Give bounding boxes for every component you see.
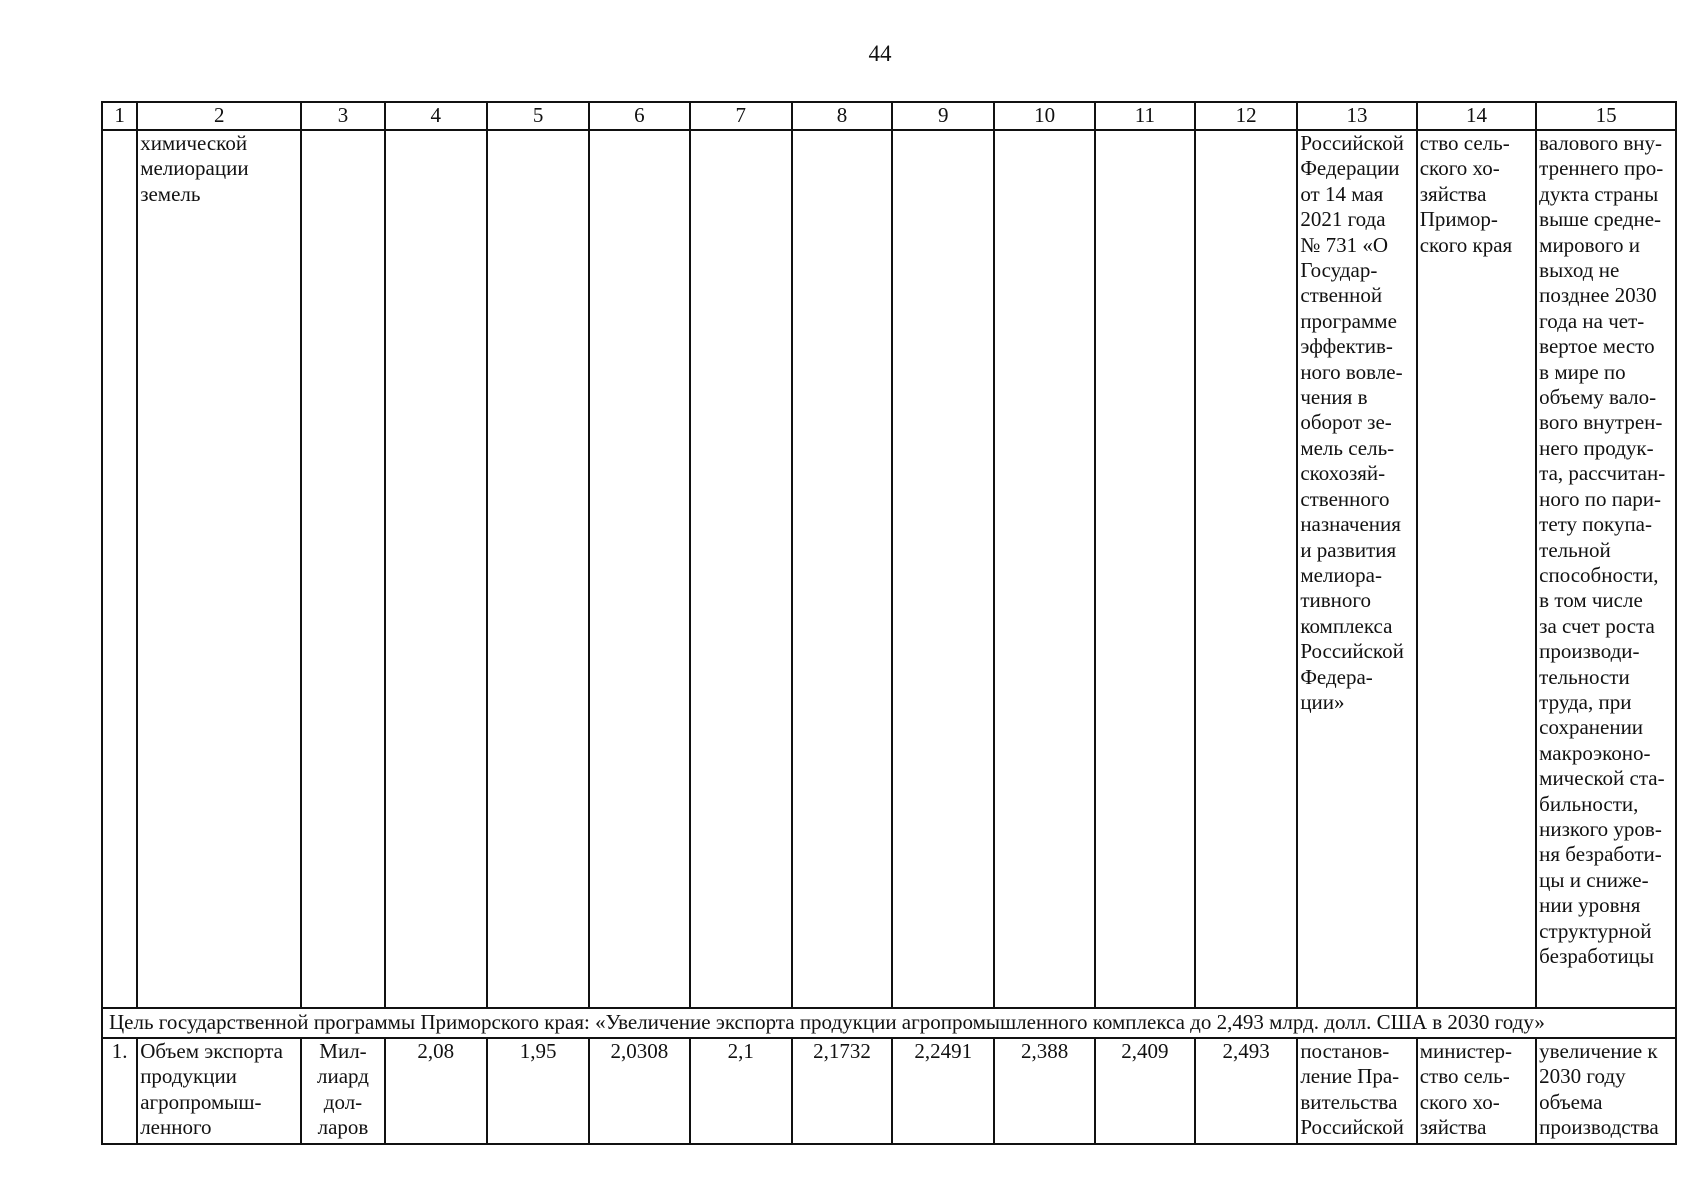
column-header-6: 6 — [589, 102, 689, 130]
cell-value-col9: 2,2491 — [892, 1038, 994, 1144]
cell-unit: Мил- лиард дол- ларов — [301, 1038, 384, 1144]
column-header-15: 15 — [1536, 102, 1676, 130]
cell-item-number: 1. — [102, 1038, 137, 1144]
cell-value-col12: 2,493 — [1195, 1038, 1297, 1144]
column-header-9: 9 — [892, 102, 994, 130]
cell-value-col6: 2,0308 — [589, 1038, 689, 1144]
cell-indicator-name: химической мелиорации земель — [137, 130, 301, 1008]
cell-document-basis: постанов- ление Пра- вительства Российской — [1297, 1038, 1416, 1144]
cell-col1 — [102, 130, 137, 1008]
column-header-2: 2 — [137, 102, 301, 130]
column-header-4: 4 — [385, 102, 487, 130]
column-header-10: 10 — [994, 102, 1094, 130]
cell-col5 — [487, 130, 589, 1008]
cell-indicator-name: Объем экспорта продукции агропромыш- ленного — [137, 1038, 301, 1144]
column-header-14: 14 — [1417, 102, 1536, 130]
goal-row — [102, 1008, 1676, 1038]
cell-value-col8: 2,1732 — [792, 1038, 892, 1144]
cell-col7 — [690, 130, 792, 1008]
cell-value-col5: 1,95 — [487, 1038, 589, 1144]
cell-value-col7: 2,1 — [690, 1038, 792, 1144]
cell-goal-link: увеличение к 2030 году объема производства — [1536, 1038, 1676, 1144]
table-row-continuation — [102, 130, 1676, 1008]
cell-col9 — [892, 130, 994, 1008]
column-header-13: 13 — [1297, 102, 1416, 130]
cell-value-col10: 2,388 — [994, 1038, 1094, 1144]
column-header-11: 11 — [1095, 102, 1195, 130]
cell-col11 — [1095, 130, 1195, 1008]
column-header-1: 1 — [102, 102, 137, 130]
cell-goal-link: валового вну- треннего про- дукта страны выше средне- мирового и выход не позднее 2030 года на чет- вертое место в мире по объему вало- вого внутрен- него продук- та, рассчитан- ного по пари- тету покупа- тельной способности, в том числе за счет роста производи- тельности труда, при сохранении макроэконо- мической ста- бильности, низкого уров- ня безработи- цы и сниже- нии уровня структурной безработицы — [1536, 130, 1676, 1008]
cell-document-basis: Российской Федерации от 14 мая 2021 года № 731 «О Государ- ственной программе эффектив- ного вовле- чения в оборот зе- мель сель- скохозяй- ственного назначения и развития мелиора- тивного комплекса Российской Федера- ции» — [1297, 130, 1416, 1008]
goal-text: Цель государственной программы Приморского края: «Увеличение экспорта продукции агропромышленного комплекса до 2,493 млрд. долл. США в 2030 году» — [102, 1008, 1676, 1038]
column-header-3: 3 — [301, 102, 384, 130]
cell-responsible: ство сель- ского хо- зяйства Примор- ского края — [1417, 130, 1536, 1008]
cell-col10 — [994, 130, 1094, 1008]
column-header-12: 12 — [1195, 102, 1297, 130]
page-number: 44 — [868, 41, 892, 66]
column-header-8: 8 — [792, 102, 892, 130]
cell-value-col4: 2,08 — [385, 1038, 487, 1144]
program-table — [101, 101, 1677, 1145]
column-number-row — [102, 102, 1676, 130]
cell-col6 — [589, 130, 689, 1008]
cell-col12 — [1195, 130, 1297, 1008]
column-header-5: 5 — [487, 102, 589, 130]
cell-value-col11: 2,409 — [1095, 1038, 1195, 1144]
cell-responsible: министер- ство сель- ского хо- зяйства — [1417, 1038, 1536, 1144]
table-row-indicator-1 — [102, 1038, 1676, 1144]
cell-col3 — [301, 130, 384, 1008]
cell-col8 — [792, 130, 892, 1008]
column-header-7: 7 — [690, 102, 792, 130]
cell-col4 — [385, 130, 487, 1008]
